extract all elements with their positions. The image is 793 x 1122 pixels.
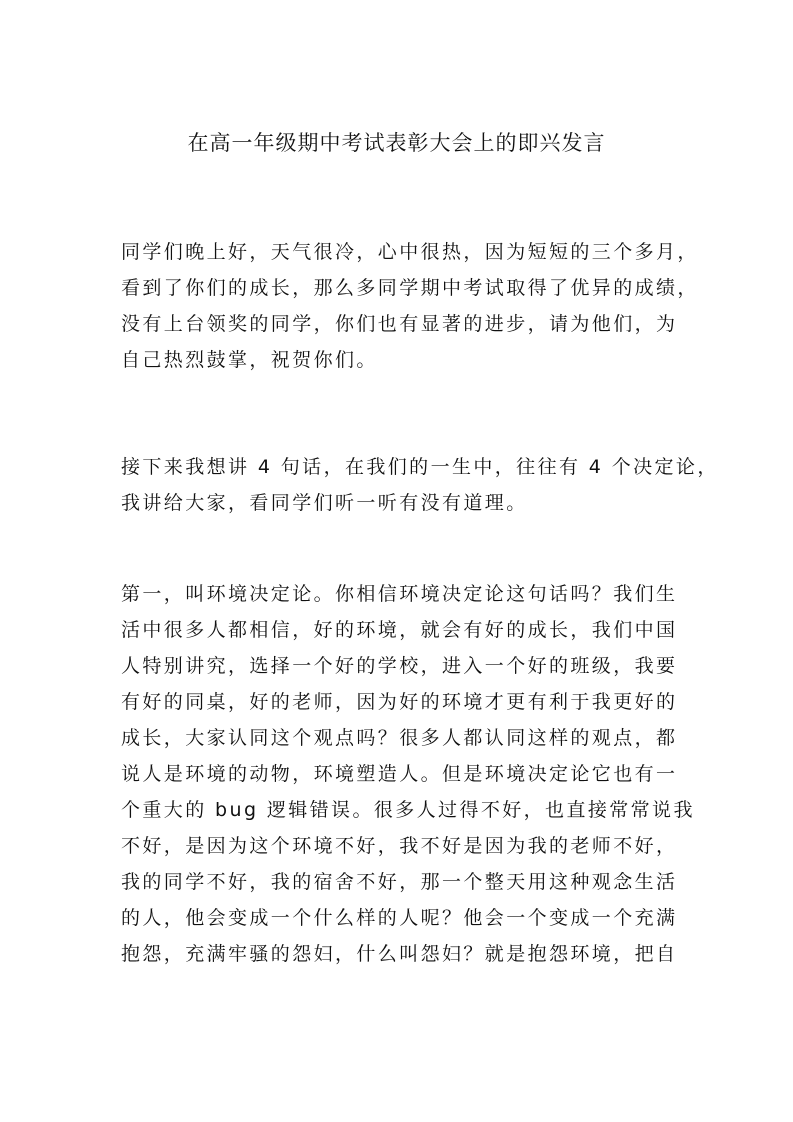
text-line: 接下来我想讲 4 句话，在我们的一生中，往往有 4 个决定论， xyxy=(121,456,719,478)
text-line: 有好的同桌，好的老师，因为好的环境才更有利于我更好的 xyxy=(121,691,678,713)
page-title: 在高一年级期中考试表彰大会上的即兴发言 xyxy=(187,131,606,155)
text-line: 不好，是因为这个环境不好，我不好是因为我的老师不好， xyxy=(121,835,678,857)
paragraph xyxy=(121,449,719,521)
paragraph xyxy=(121,234,699,378)
text-line: 看到了你们的成长，那么多同学期中考试取得了优异的成绩， xyxy=(121,277,699,299)
text-line: 人特别讲究，选择一个好的学校，进入一个好的班级，我要 xyxy=(121,655,678,677)
text-line: 说人是环境的动物，环境塑造人。但是环境决定论它也有一 xyxy=(121,763,678,785)
paragraph xyxy=(121,576,695,972)
text-line: 同学们晚上好，天气很冷，心中很热，因为短短的三个多月， xyxy=(121,241,699,263)
text-line: 成长，大家认同这个观点吗？很多人都认同这样的观点，都 xyxy=(121,727,678,749)
text-line: 我的同学不好，我的宿舍不好，那一个整天用这种观念生活 xyxy=(121,871,678,893)
text-line: 抱怨，充满牢骚的怨妇，什么叫怨妇？就是抱怨环境，把自 xyxy=(121,943,678,965)
text-line: 没有上台领奖的同学，你们也有显著的进步，请为他们，为 xyxy=(121,313,678,335)
text-line: 我讲给大家，看同学们听一听有没有道理。 xyxy=(121,492,528,514)
text-line: 个重大的 bug 逻辑错误。很多人过得不好，也直接常常说我 xyxy=(121,799,695,821)
text-line: 第一，叫环境决定论。你相信环境决定论这句话吗？我们生 xyxy=(121,583,678,605)
text-line: 自己热烈鼓掌，祝贺你们。 xyxy=(121,349,378,371)
text-line: 的人，他会变成一个什么样的人呢？他会一个变成一个充满 xyxy=(121,907,678,929)
text-line: 活中很多人都相信，好的环境，就会有好的成长，我们中国 xyxy=(121,619,678,641)
